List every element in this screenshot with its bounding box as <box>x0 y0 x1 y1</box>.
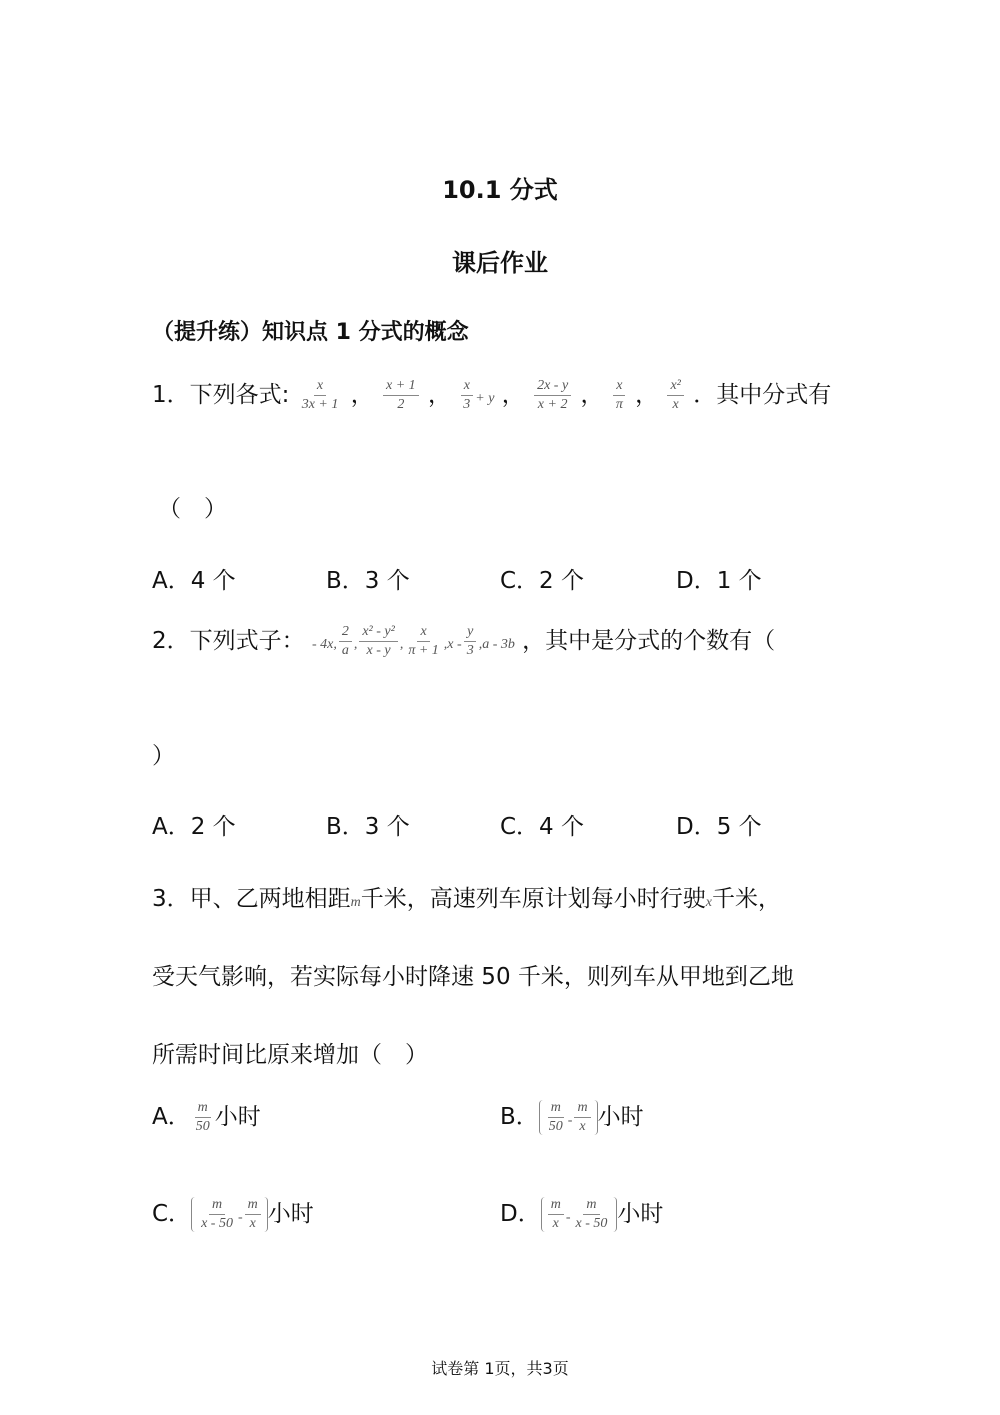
q3-option-b[interactable] <box>500 1098 644 1135</box>
q2-expr-5: $\frac{y}{3}$ <box>464 624 477 659</box>
q2-tail: ，其中是分式的个数有（ <box>522 628 776 654</box>
q1-expr-2: $\frac{x + 1}{2}$ <box>383 378 419 413</box>
q3-option-c[interactable] <box>152 1195 314 1232</box>
page-title: 10.1 分式 <box>442 176 558 204</box>
q3-option-c-unit: 小时 <box>267 1201 314 1227</box>
q3-line-2: 受天气影响，若实际每小时降速 50 千米，则列车从甲地到乙地 <box>152 964 794 990</box>
q3-option-a-expr: $\frac{m}{50}$ <box>195 1100 210 1134</box>
q3-line-1 <box>152 880 781 913</box>
q3-var-m: m <box>350 895 361 910</box>
q3-option-a-unit: 小时 <box>214 1104 261 1130</box>
q2-expr-4: $\frac{x}{\pi + 1}$ <box>408 624 439 658</box>
q1-expr-3: $\frac{x}{3}$ <box>460 378 473 413</box>
q3-line-3: 所需时间比原来增加（ ） <box>152 1042 428 1068</box>
q2-expr-1: - 4x, <box>311 637 337 652</box>
q3-option-d[interactable] <box>500 1195 663 1232</box>
question-2 <box>152 622 775 659</box>
q1-sep: ， <box>635 382 659 408</box>
q2-lead: 2．下列式子： <box>152 628 305 654</box>
q3-option-a[interactable] <box>152 1098 261 1135</box>
q1-expr-6: $\frac{\text{x²}}{x}$ <box>667 378 683 413</box>
q1-option-a[interactable]: A．4 个 <box>152 568 236 594</box>
q3-text-a: 3．甲、乙两地相距 <box>152 886 351 912</box>
q3-option-d-label: D． <box>500 1201 541 1227</box>
q3-option-b-unit: 小时 <box>597 1104 644 1130</box>
q1-option-b[interactable]: B．3 个 <box>326 568 410 594</box>
q2-option-c[interactable]: C．4 个 <box>500 814 585 840</box>
page-subtitle: 课后作业 <box>452 249 548 277</box>
q1-sep: ， <box>350 382 374 408</box>
q1-sep: ， <box>580 382 604 408</box>
q2-expr-3: $\frac{\text{x² - y²}}{x - y}$ <box>359 624 397 659</box>
q2-comma: , <box>353 637 358 652</box>
q3-option-a-label: A． <box>152 1104 191 1130</box>
q2-expr-5-pre: x - <box>447 637 462 652</box>
q2-comma: , <box>443 637 448 652</box>
q3-option-d-expr: $\frac{m}{x}$ - $\frac{m}{x - 50}$ <box>541 1197 618 1232</box>
question-1 <box>152 376 831 413</box>
q1-option-c[interactable]: C．2 个 <box>500 568 585 594</box>
q1-option-d[interactable]: D．1 个 <box>676 568 762 594</box>
q2-option-d[interactable]: D．5 个 <box>676 814 762 840</box>
q1-expr-4: $\frac{2x - y}{x + 2}$ <box>534 378 571 413</box>
q1-sep: ， <box>427 382 451 408</box>
q3-text-b: 千米，高速列车原计划每小时行驶 <box>360 886 706 912</box>
q1-expr-5: $\frac{x}{\pi}$ <box>613 378 626 413</box>
page-footer: 试卷第 1页，共3页 <box>431 1359 569 1378</box>
q3-option-c-label: C． <box>152 1201 192 1227</box>
q1-answer-bracket: （ ） <box>158 496 227 522</box>
q1-tail: ．其中分式有 <box>693 382 832 408</box>
q2-expr-2: $\frac{2}{a}$ <box>339 624 352 659</box>
section-heading: （提升练）知识点 1 分式的概念 <box>152 320 469 345</box>
q1-lead: 1．下列各式: <box>152 382 290 408</box>
q2-comma: , <box>478 637 483 652</box>
q1-expr-3-tail: + y <box>475 391 495 406</box>
q1-sep: ， <box>501 382 525 408</box>
q3-option-c-expr: $\frac{m}{x - 50}$ - $\frac{m}{x}$ <box>191 1197 268 1232</box>
q2-option-a[interactable]: A．2 个 <box>152 814 236 840</box>
q3-option-d-unit: 小时 <box>617 1201 664 1227</box>
q3-option-b-label: B． <box>500 1104 539 1130</box>
q2-comma: , <box>399 637 404 652</box>
q2-expr-6: a - 3b <box>482 637 515 652</box>
q3-option-b-expr: $\frac{m}{50}$ - $\frac{m}{x}$ <box>539 1100 598 1135</box>
q1-expr-1: $\frac{x}{3x + 1}$ <box>301 378 339 412</box>
q2-tail-close: ） <box>152 743 175 769</box>
q2-option-b[interactable]: B．3 个 <box>326 814 410 840</box>
q3-text-c: 千米， <box>711 886 781 912</box>
q3-var-x: x <box>705 895 712 910</box>
